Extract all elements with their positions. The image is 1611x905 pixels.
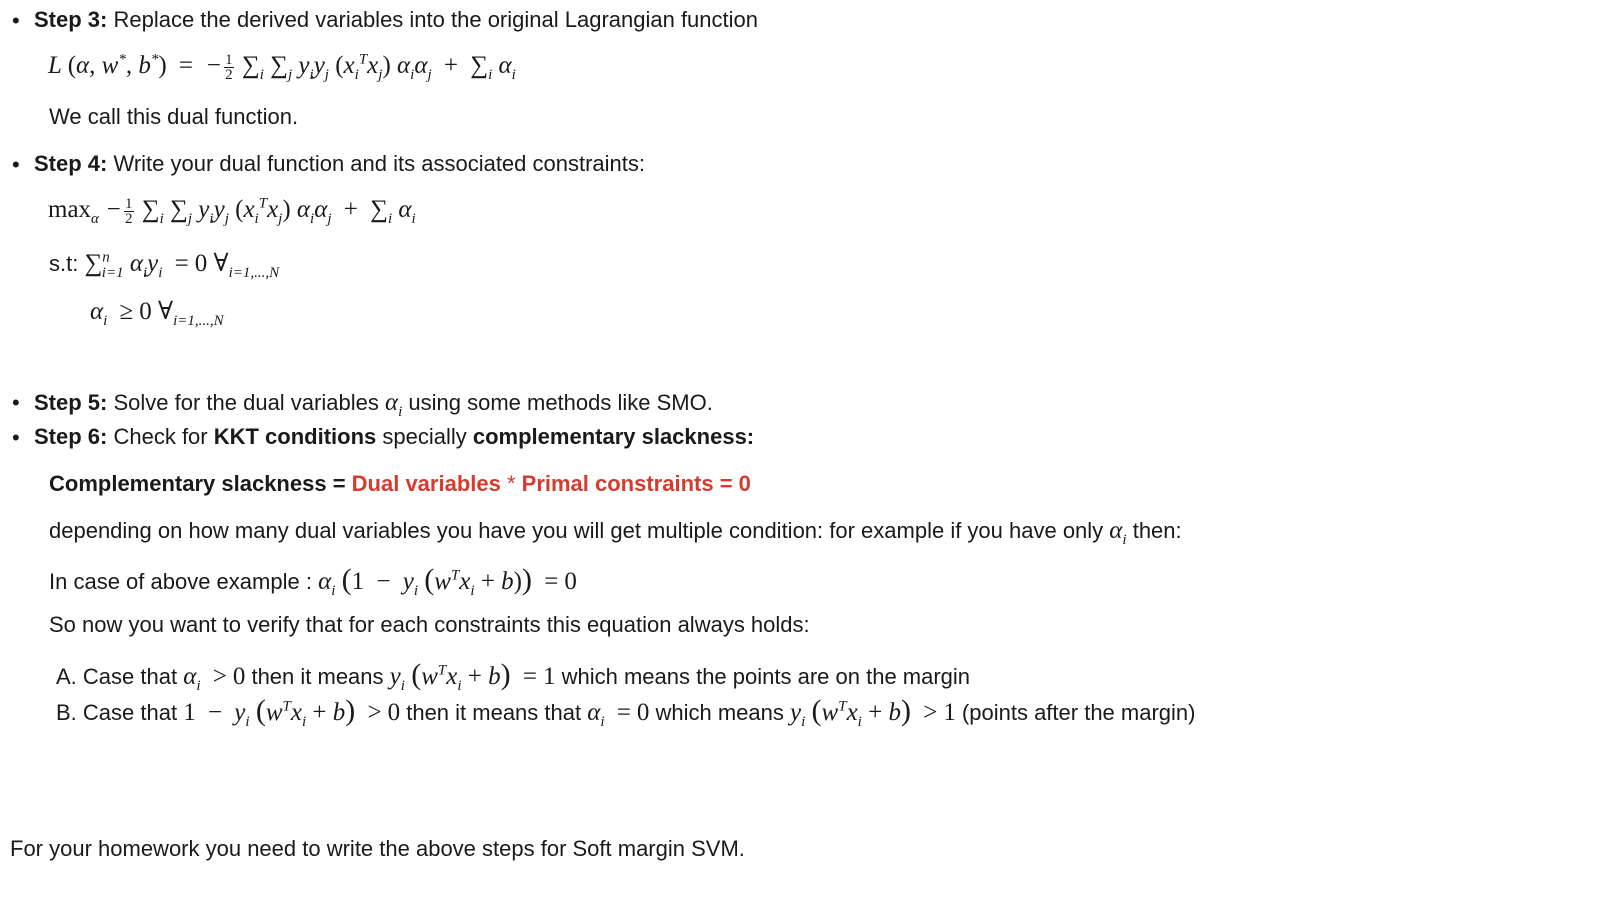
constraint-1 — [49, 248, 280, 281]
step5-text-before: Solve for the dual variables — [107, 390, 385, 415]
example-text: In case of above example : — [49, 569, 319, 594]
step4-label: Step 4: — [34, 151, 108, 176]
primal-constraints-text: Primal constraints = 0 — [521, 471, 751, 496]
cs-star: * — [500, 471, 522, 496]
case-a-tail: which means the points are on the margin — [555, 664, 971, 689]
step6-label: Step 6: — [34, 424, 108, 449]
case-b-tail: (points after the margin) — [955, 700, 1196, 725]
case-a-math-2: $y_i$ $(w^Tx_i + b) = 1$ — [389, 658, 556, 694]
case-b-then: then it means that — [400, 700, 588, 725]
case-b-math-1: $1 - y_i$ $(w^Tx_i + b) > 0$ — [183, 694, 401, 730]
step4-text: Write your dual function and its associated constraints: — [107, 151, 646, 176]
constraint-2: $\alpha_i \ge 0$ $\forall_{i=1,...,N}$ — [90, 298, 224, 329]
st-label: s.t: — [49, 251, 79, 276]
bullet-step5: • — [12, 390, 20, 415]
complementary-slackness: complementary slackness: — [472, 424, 755, 449]
bullet-step4: • — [12, 152, 20, 177]
cs-equation-line — [49, 471, 751, 497]
depending-line — [49, 517, 1182, 548]
lagrangian-equation: L (α, w*, b*) = − $\frac{1}{2}$ $\sum_i$ $\sum_j$ $y_iy_j$ $(x_i^Tx_j) \alpha_i\alpha_j + \sum_i$ $\alpha_i$ — [48, 51, 516, 83]
bullet-step3: • — [12, 8, 20, 33]
alpha-i: $\alpha_i$ — [384, 389, 403, 420]
bullet-step6: • — [12, 425, 20, 450]
case-b-prefix: B. Case that — [56, 700, 184, 725]
case-b-math-2: $\alpha_i = 0$ — [587, 699, 650, 730]
step5-label: Step 5: — [34, 390, 108, 415]
constraint-1-math: ∑$^n_{i=1}$ $\alpha_iy_i = 0$ $\forall_{i=1,...,N}$ — [84, 249, 280, 281]
step3-heading — [34, 7, 758, 33]
depending-text-after: then: — [1126, 518, 1182, 543]
alpha-i-2: $\alpha_i$ — [1109, 517, 1127, 548]
step6-text-1: Check for — [107, 424, 214, 449]
case-a-then: then it means — [245, 664, 390, 689]
kkt-conditions: KKT conditions — [213, 424, 377, 449]
step6-line — [34, 424, 754, 450]
case-a-math-1: $\alpha_i > 0$ — [183, 663, 246, 694]
example-math: $\alpha_i$ ($1 - y_i$ $(w^Tx_i + b)) = 0$ — [318, 563, 577, 599]
case-a-prefix: A. Case that — [56, 664, 184, 689]
step5-line — [34, 389, 713, 420]
dual-variables-text: Dual variables — [351, 471, 501, 496]
depending-text-before: depending on how many dual variables you have you will get multiple condition: for example if you have only — [49, 518, 1110, 543]
case-b-line — [56, 694, 1195, 728]
verify-line: So now you want to verify that for each constraints this equation always holds: — [49, 612, 810, 637]
case-b-which: which means — [649, 700, 790, 725]
homework-note: For your homework you need to write the above steps for Soft margin SVM. — [10, 836, 745, 861]
step4-heading — [34, 151, 645, 177]
step3-text: Replace the derived variables into the original Lagrangian function — [107, 7, 759, 32]
case-b-math-3: $y_i$ $(w^Tx_i + b) > 1$ — [790, 694, 956, 730]
step5-text-after: using some methods like SMO. — [402, 390, 713, 415]
step3-label: Step 3: — [34, 7, 108, 32]
step6-text-2: specially — [376, 424, 473, 449]
cs-label: Complementary slackness = — [49, 471, 352, 496]
dual-note: We call this dual function. — [49, 104, 299, 129]
case-a-line — [56, 658, 970, 692]
dual-objective: $\max_\alpha$ − $\frac{1}{2}$ $\sum_i$ $\sum_j$ $y_iy_j$ $(x_i^Tx_j) \alpha_i\alpha_j + \sum_i$ $\alpha_i$ — [48, 195, 416, 227]
example-line — [49, 563, 577, 597]
